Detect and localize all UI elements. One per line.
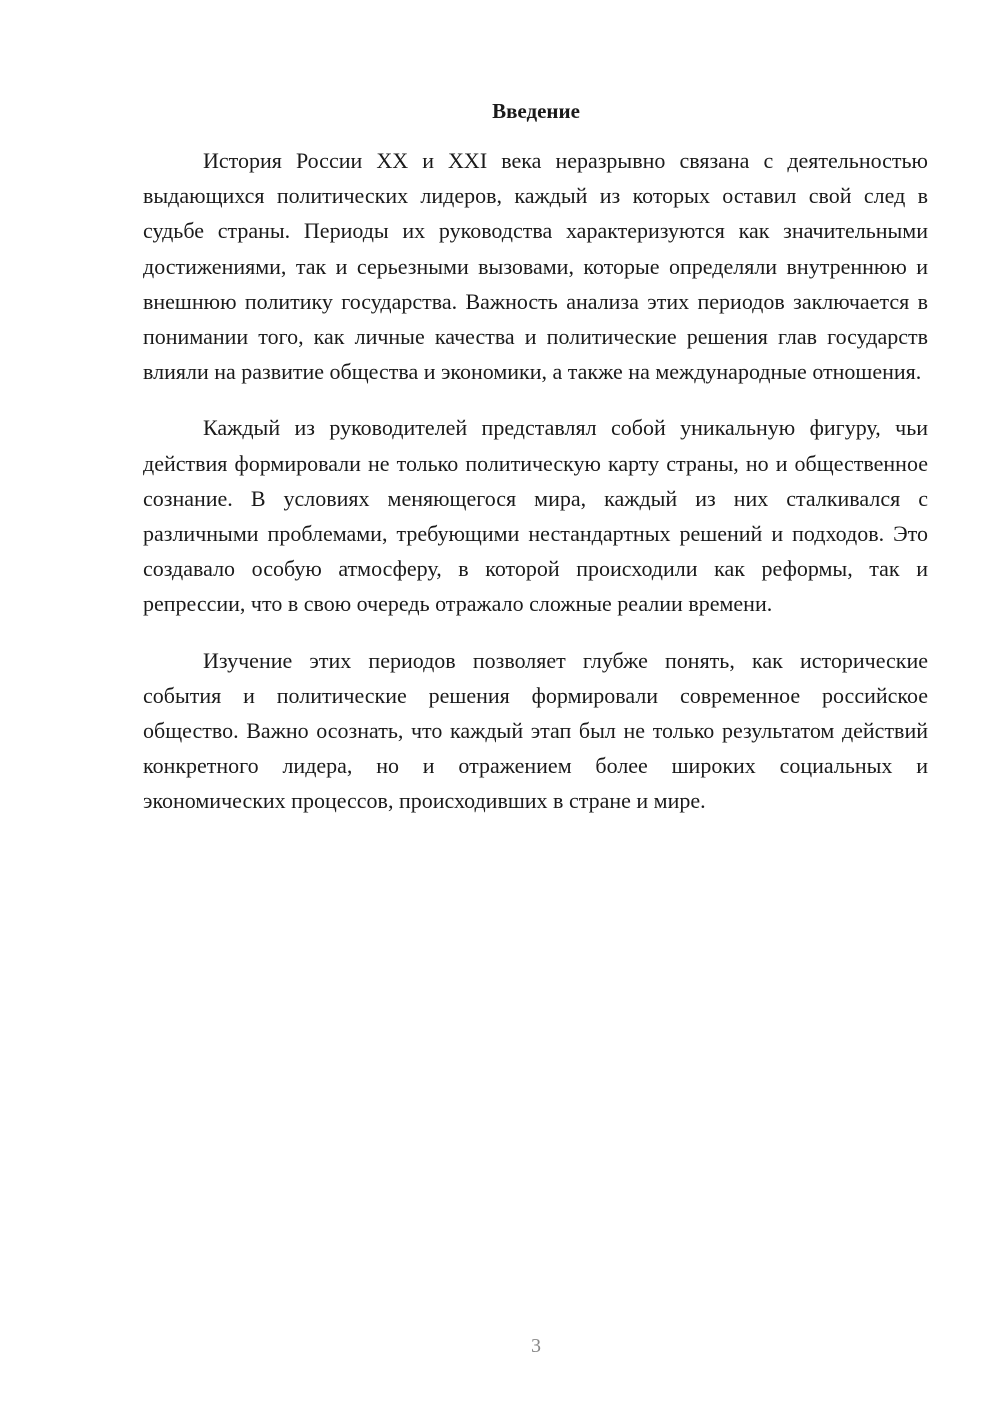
section-title: Введение [492, 99, 580, 123]
paragraph-3: Изучение этих периодов позволяет глубже понять, как исторические события и политические решения формировали современное российское общество. Важно осознать, что каждый этап был не только результатом действий конкретного лидера, но и отражением более широких социальных и экономических процессов, происходивших в стране и мире. [143, 647, 928, 814]
page-number: 3 [531, 1335, 541, 1357]
body-text [143, 143, 928, 840]
paragraph-1: История России XX и XXI века неразрывно связана с деятельностью выдающихся политических лидеров, каждый из которых оставил свой след в судьбе страны. Периоды их руководства характеризуются как значительными достижениями, так и серьезными вызовами, которые определяли внутреннюю и внешнюю политику государства. Важность анализа этих периодов заключается в понимании того, как личные качества и политические решения глав государств влияли на развитие общества и экономики, а также на международные отношения. [143, 148, 928, 385]
paragraph-2: Каждый из руководителей представлял собой уникальную фигуру, чьи действия формировали не только политическую карту страны, но и общественное сознание. В условиях меняющегося мира, каждый из них сталкивался с различными проблемами, требующими нестандартных решений и подходов. Это создавало особую атмосферу, в которой происходили как реформы, так и репрессии, что в свою очередь отражало сложные реалии времени. [143, 415, 928, 617]
